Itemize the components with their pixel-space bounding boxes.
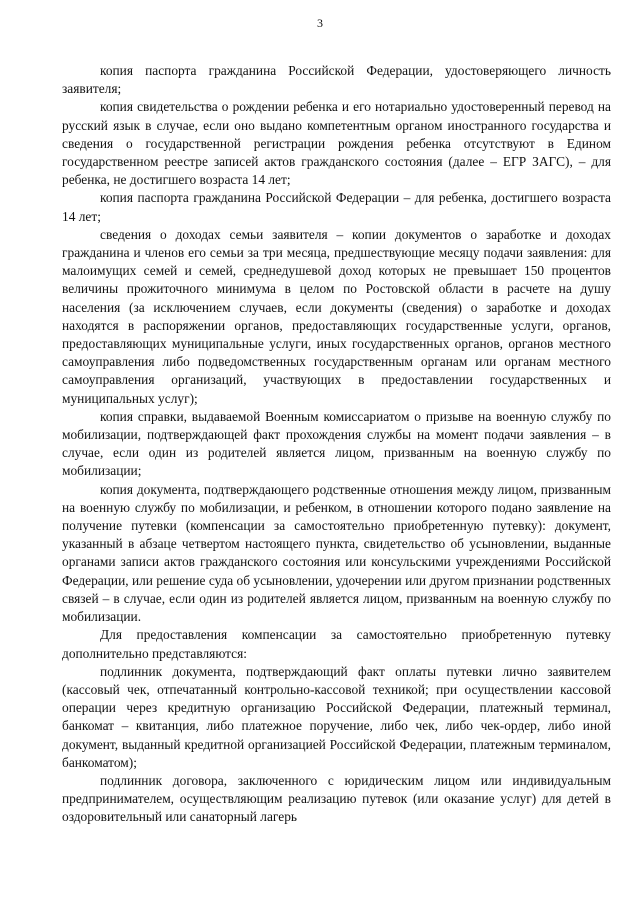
paragraph-payment-document: подлинник документа, подтверждающий факт оплаты путевки лично заявителем (кассовый чек, отпечатанный контрольно-кассовой техникой; при осуществлении кассовой операции через кредитную организацию Российской Федерации, платежный терминал, банкомат – квитанция, либо платежное поручение, либо чек, либо чек-ордер, либо иной документ, выданный кредитной организацией Российской Федерации, платежным терминалом, банкоматом); — [62, 663, 611, 770]
document-body — [62, 62, 611, 827]
paragraph-birth-certificate: копия свидетельства о рождении ребенка и его нотариально удостоверенный перевод на русский язык в случае, если оно выдано компетентным органом иностранного государства и сведения о государственной регистрации рождения ребенка отсутствуют в Едином государственном реестре записей актов гражданского состояния (далее – ЕГР ЗАГС), – для ребенка, не достигшего возраста 14 лет; — [62, 99, 611, 188]
paragraph-military-certificate: копия справки, выдаваемой Военным комиссариатом о призыве на военную службу по мобилизации, подтверждающей факт прохождения службы на момент подачи заявления – в случае, если один из родителей является лицом, призванным на военную службу по мобилизации; — [62, 408, 611, 479]
paragraph-compensation-intro: Для предоставления компенсации за самостоятельно приобретенную путевку дополнительно представляются: — [62, 627, 611, 661]
paragraph-contract-original: подлинник договора, заключенного с юридическим лицом или индивидуальным предпринимателем, осуществляющим реализацию путевок (или оказание услуг) для детей в оздоровительный или санаторный лагерь — [62, 772, 611, 825]
paragraph-passport-applicant: копия паспорта гражданина Российской Федерации, удостоверяющего личность заявителя; — [62, 63, 611, 97]
page-number: 3 — [317, 16, 323, 30]
paragraph-kinship-document: копия документа, подтверждающего родственные отношения между лицом, призванным на военную службу по мобилизации, и ребенком, в отношении которого подано заявление на получение путевки (компенсации за самостоятельно приобретенную путевку): документ, указанный в абзаце четвертом настоящего пункта, свидетельство об усыновлении, выданные органами записи актов гражданского состояния или консульскими учреждениями Российской Федерации, или решение суда об усыновлении, удочерении или другом признании родственных связей – в случае, если один из родителей является лицом, призванным на военную службу по мобилизации. — [62, 481, 611, 625]
paragraph-passport-child: копия паспорта гражданина Российской Федерации – для ребенка, достигшего возраста 14 лет; — [62, 190, 611, 224]
paragraph-income-info: сведения о доходах семьи заявителя – копии документов о заработке и доходах гражданина и членов его семьи за три месяца, предшествующие месяцу подачи заявления: для малоимущих семей и семей, среднедушевой доход которых не превышает 150 процентов величины прожиточного минимума в целом по Ростовской области в расчете на душу населения (за исключением случаев, если документы (сведения) о заработке и доходах находятся в распоряжении органов, предоставляющих государственные услуги, органов, предоставляющих муниципальные услуги, иных государственных органов, органов местного самоуправления либо подведомственных государственным органам или органам местного самоуправления организаций, участвующих в предоставлении государственных и муниципальных услуг); — [62, 226, 611, 406]
